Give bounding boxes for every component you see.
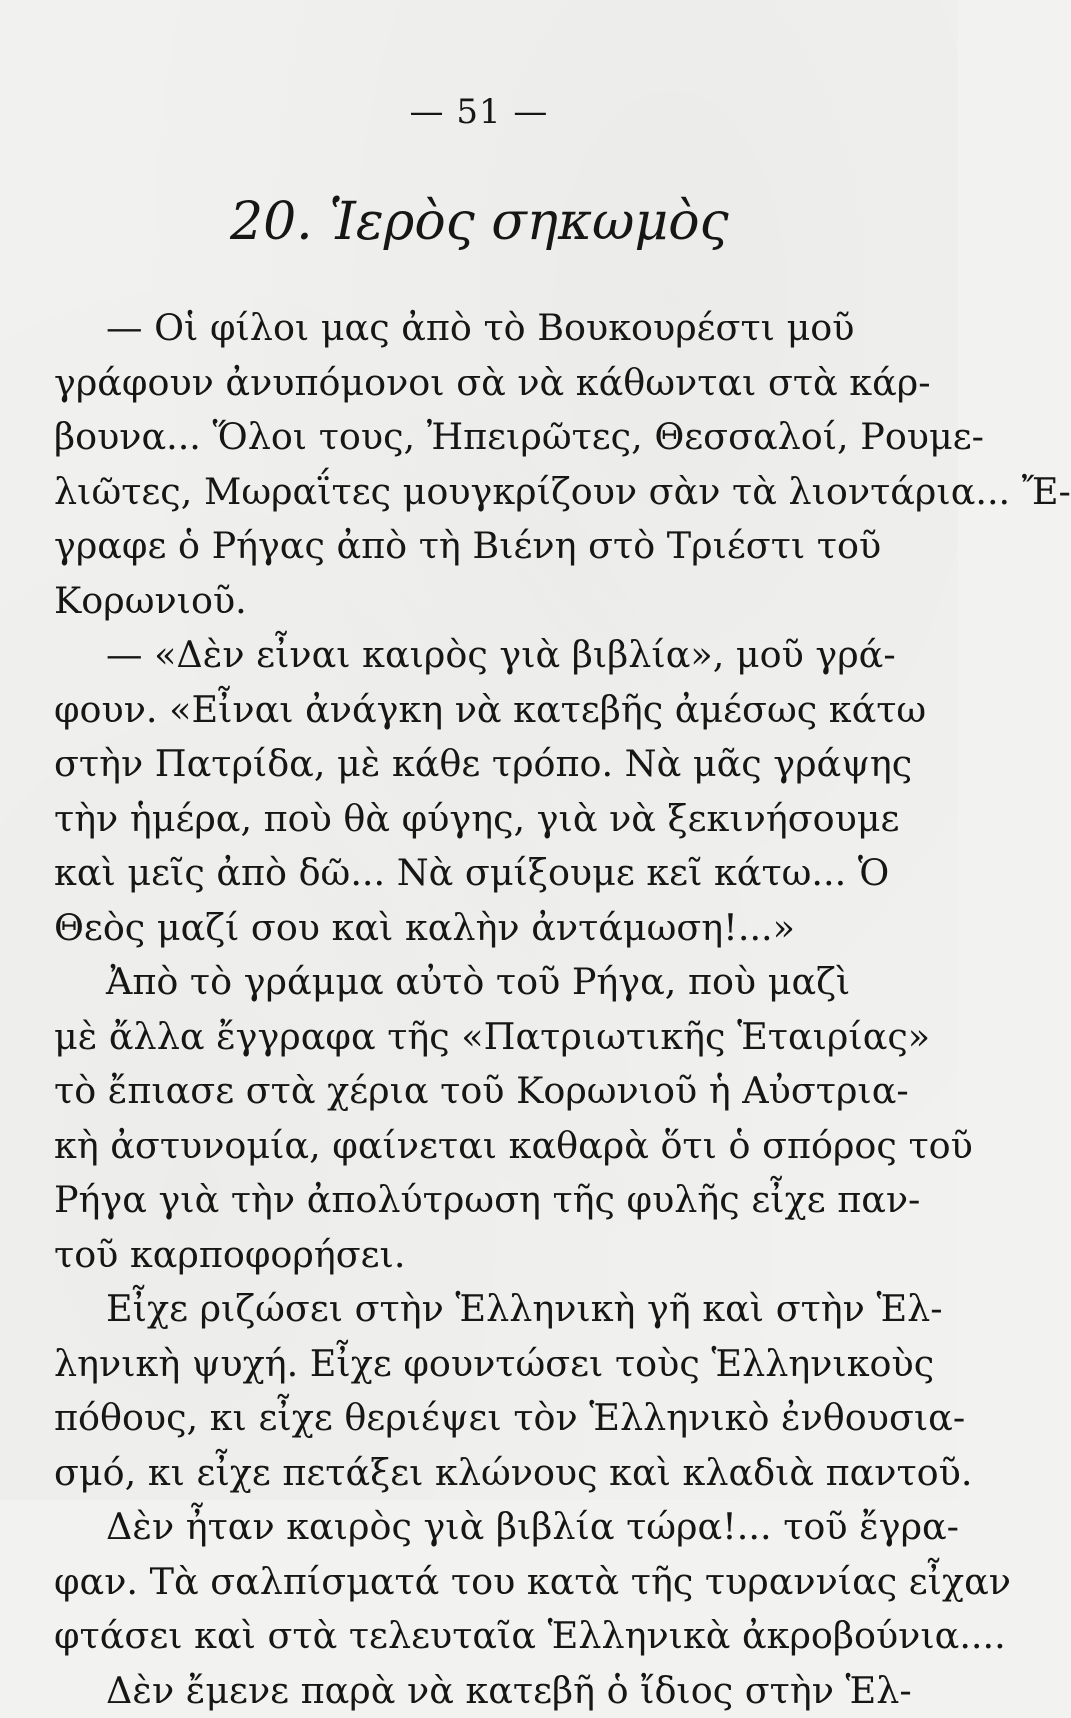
text-line: φαν. Τὰ σαλπίσματά του κατὰ τῆς τυραννίας εἶχαν xyxy=(54,1555,846,1610)
text-line: Εἶχε ριζώσει στὴν Ἑλληνικὴ γῆ καὶ στὴν Ἑλ- xyxy=(54,1282,846,1337)
text-line: γράφουν ἀνυπόμονοι σὰ νὰ κάθωνται στὰ κάρ- xyxy=(54,356,846,411)
text-line: τοῦ καρποφορήσει. xyxy=(54,1228,846,1283)
text-line: στὴν Πατρίδα, μὲ κάθε τρόπο. Νὰ μᾶς γράψης xyxy=(54,737,846,792)
text-line: Δὲν ἦταν καιρὸς γιὰ βιβλία τώρα!... τοῦ ἔγρα- xyxy=(54,1500,846,1555)
text-line: σμό, κι εἶχε πετάξει κλώνους καὶ κλαδιὰ παντοῦ. xyxy=(54,1446,846,1501)
text-line: μὲ ἄλλα ἔγγραφα τῆς «Πατριωτικῆς Ἑταιρίας» xyxy=(54,1010,846,1065)
page-number: — 51 — xyxy=(0,92,958,132)
text-line: φουν. «Εἶναι ἀνάγκη νὰ κατεβῆς ἀμέσως κάτω xyxy=(54,683,846,738)
text-line: Δὲν ἔμενε παρὰ νὰ κατεβῆ ὁ ἴδιος στὴν Ἑλ- xyxy=(54,1664,846,1718)
body-text xyxy=(54,301,846,1718)
text-line: γραφε ὁ Ρήγας ἀπὸ τὴ Βιένη στὸ Τριέστι τοῦ xyxy=(54,519,846,574)
text-line: τὴν ἡμέρα, ποὺ θὰ φύγης, γιὰ νὰ ξεκινήσουμε xyxy=(54,792,846,847)
text-line: Ρήγα γιὰ τὴν ἀπολύτρωση τῆς φυλῆς εἶχε παν- xyxy=(54,1173,846,1228)
text-line: βουνα... Ὅλοι τους, Ἠπειρῶτες, Θεσσαλοί, Ρουμε- xyxy=(54,410,846,465)
text-line: φτάσει καὶ στὰ τελευταῖα Ἑλληνικὰ ἀκροβούνια.... xyxy=(54,1609,846,1664)
text-line: λιῶτες, Μωραΐτες μουγκρίζουν σὰν τὰ λιοντάρια... Ἔ- xyxy=(54,465,846,520)
text-line: κὴ ἀστυνομία, φαίνεται καθαρὰ ὅτι ὁ σπόρος τοῦ xyxy=(54,1119,846,1174)
text-line: ληνικὴ ψυχή. Εἶχε φουντώσει τοὺς Ἑλληνικοὺς xyxy=(54,1337,846,1392)
text-line: καὶ μεῖς ἀπὸ δῶ... Νὰ σμίξουμε κεῖ κάτω... Ὁ xyxy=(54,846,846,901)
text-line: — «Δὲν εἶναι καιρὸς γιὰ βιβλία», μοῦ γρά- xyxy=(54,628,846,683)
text-line: Κορωνιοῦ. xyxy=(54,574,846,629)
text-line: — Οἱ φίλοι μας ἀπὸ τὸ Βουκουρέστι μοῦ xyxy=(54,301,846,356)
text-line: Ἀπὸ τὸ γράμμα αὐτὸ τοῦ Ρήγα, ποὺ μαζὶ xyxy=(54,955,846,1010)
text-line: πόθους, κι εἶχε θεριέψει τὸν Ἑλληνικὸ ἐνθουσια- xyxy=(54,1391,846,1446)
text-line: τὸ ἔπιασε στὰ χέρια τοῦ Κορωνιοῦ ἡ Αὐστρια- xyxy=(54,1064,846,1119)
chapter-title: 20. Ἱερὸς σηκωμὸς xyxy=(230,196,729,248)
text-line: Θεὸς μαζί σου καὶ καλὴν ἀντάμωση!...» xyxy=(54,901,846,956)
